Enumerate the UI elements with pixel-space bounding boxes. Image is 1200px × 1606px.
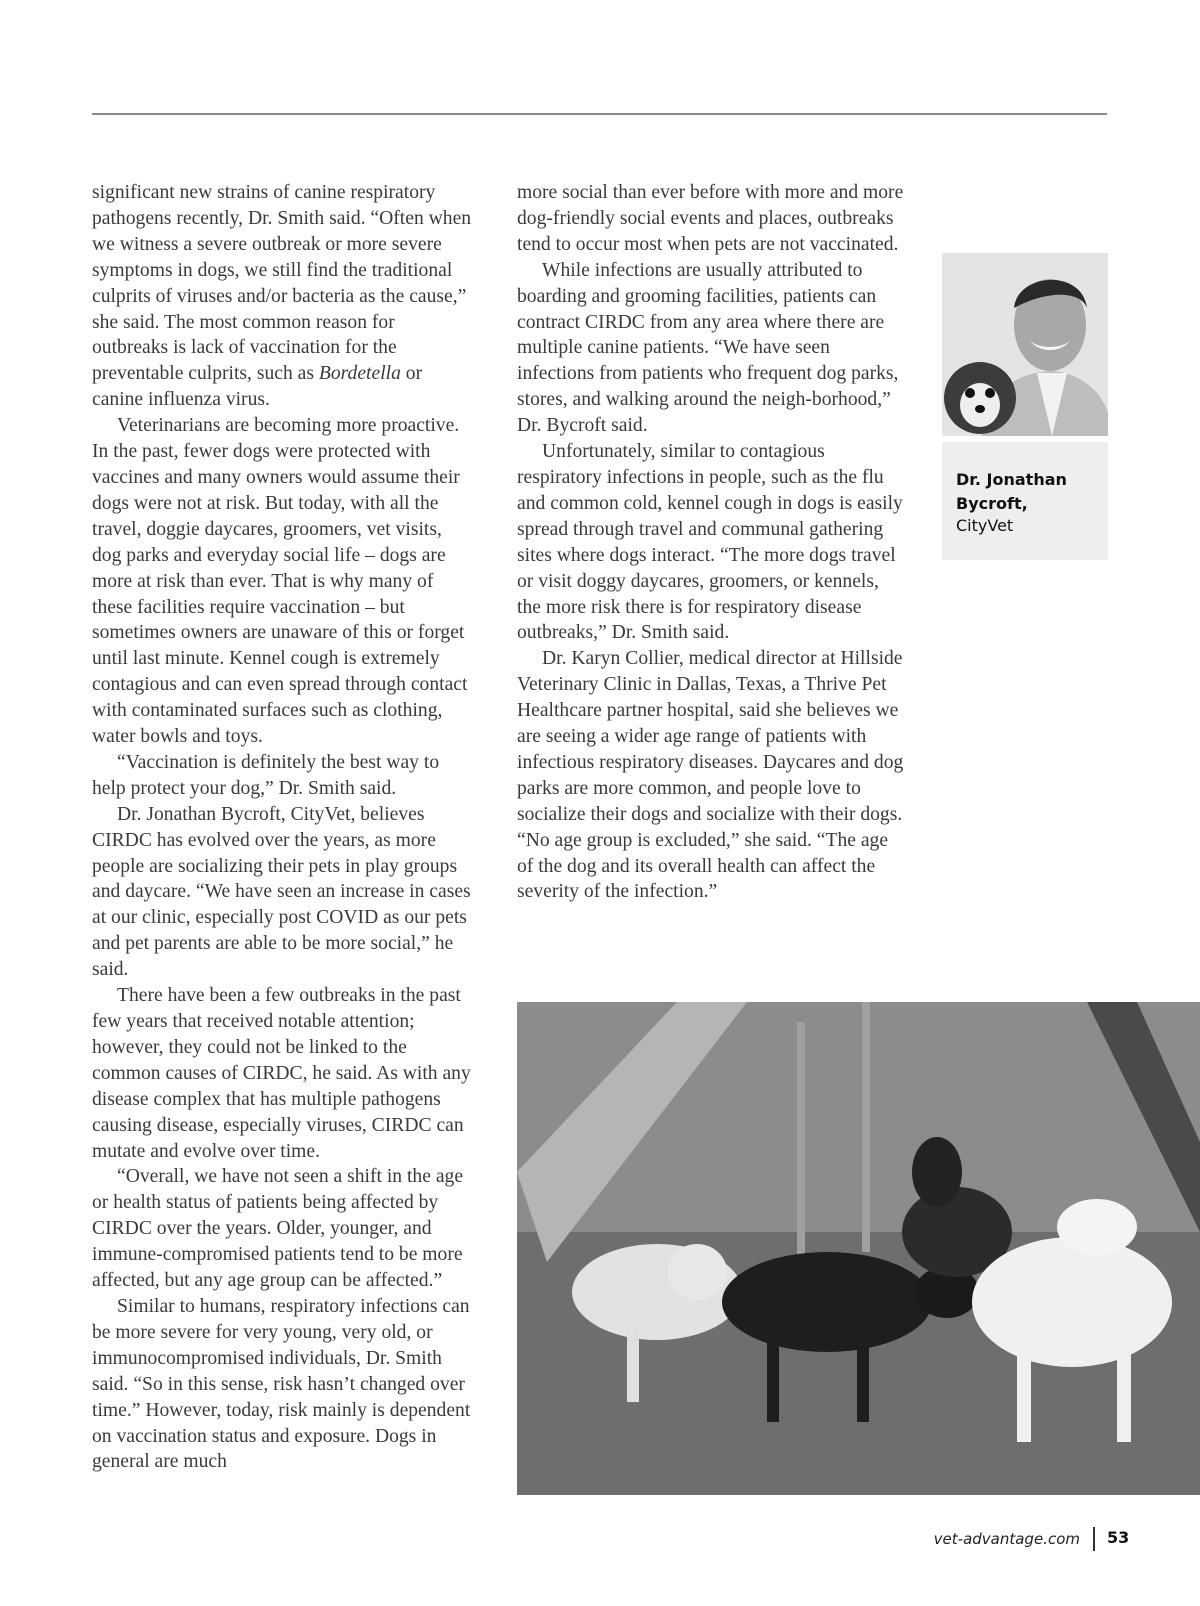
article-column-middle: [517, 180, 907, 905]
page-number: 53: [1107, 1528, 1130, 1547]
portrait-photo: [942, 253, 1108, 436]
paragraph-text: or canine influenza virus.: [92, 363, 423, 411]
caption-name: Dr. Jonathan Bycroft,: [956, 470, 1067, 513]
footer-site: vet-advantage.com: [933, 1530, 1080, 1548]
paragraph: “Vaccination is definitely the best way to help protect your dog,” Dr. Smith said.: [92, 751, 440, 799]
paragraph: Similar to humans, respiratory infections can be more severe for very young, very old, or immunocompromised individuals, Dr. Smith said. “So in this sense, risk hasn’t changed over time.” However, today, risk mainly is dependent on vaccination status and exposure. Dogs in general are much: [92, 1295, 471, 1473]
paragraph: While infections are usually attributed to boarding and grooming facilities, patients can contract CIRDC from any area where there are multiple canine patients. “We have seen infections from patients who frequent dog parks, stores, and walking around the neigh-borhood,” Dr. Bycroft said.: [517, 259, 899, 437]
portrait-illustration: [942, 253, 1108, 436]
italic-term: Bordetella: [318, 363, 401, 385]
paragraph: Dr. Jonathan Bycroft, CityVet, believes CIRDC has evolved over the years, as more people are socializing their pets in play groups and daycare. “We have seen an increase in cases at our clinic, especially post COVID as our pets and pet parents are able to be more social,” he said.: [92, 803, 471, 981]
dogs-photo-illustration: [517, 1002, 1200, 1495]
paragraph: [92, 180, 472, 413]
paragraph: Unfortunately, similar to contagious respiratory infections in people, such as the flu and common cold, kennel cough in dogs is easily spread through travel and communal gathering sites where dogs interact. “The more dogs travel or visit doggy daycares, groomers, or kennels, the more risk there is for respiratory disease outbreaks,” Dr. Smith said.: [517, 441, 903, 644]
article-column-left: [92, 180, 472, 1475]
paragraph-text: significant new strains of canine respiratory pathogens recently, Dr. Smith said. “Often when we witness a severe outbreak or more severe symptoms in dogs, we still find the traditional culprits of viruses and/or bacteria as the cause,” she said. The most common reason for outbreaks is lack of vaccination for the preventable culprits, such as: [92, 182, 472, 385]
paragraph: more social than ever before with more and more dog-friendly social events and places, outbreaks tend to occur most when pets are not vaccinated.: [517, 182, 904, 255]
paragraph: Dr. Karyn Collier, medical director at Hillside Veterinary Clinic in Dallas, Texas, a Thrive Pet Healthcare partner hospital, said she believes we are seeing a wider age range of patients with infectious respiratory diseases. Daycares and dog parks are more common, and people love to socialize their dogs and socialize with their dogs. “No age group is excluded,” she said. “The age of the dog and its overall health can affect the severity of the infection.”: [517, 648, 904, 903]
paragraph: Veterinarians are becoming more proactive. In the past, fewer dogs were protected with vaccines and many owners would assume their dogs were not at risk. But today, with all the travel, doggie daycares, groomers, vet visits, dog parks and everyday social life – dogs are more at risk than ever. That is why many of these facilities require vaccination – but sometimes owners are unaware of this or forget until last minute. Kennel cough is extremely contagious and can even spread through contact with contaminated surfaces such as clothing, water bowls and toys.: [92, 415, 468, 748]
header-rule: [92, 113, 1107, 115]
caption-org: CityVet: [956, 516, 1014, 535]
dogs-playing-photo: [517, 1002, 1200, 1495]
paragraph: There have been a few outbreaks in the past few years that received notable attention; however, they could not be linked to the common causes of CIRDC, he said. As with any disease complex that has multiple pathogens causing disease, especially viruses, CIRDC can mutate and evolve over time.: [92, 985, 471, 1162]
photo-caption: [942, 442, 1108, 560]
footer-divider: [1093, 1527, 1095, 1551]
paragraph: “Overall, we have not seen a shift in the age or health status of patients being affected by CIRDC over the years. Older, younger, and immune-compromised patients tend to be more affected, but any age group can be affected.”: [92, 1166, 464, 1292]
